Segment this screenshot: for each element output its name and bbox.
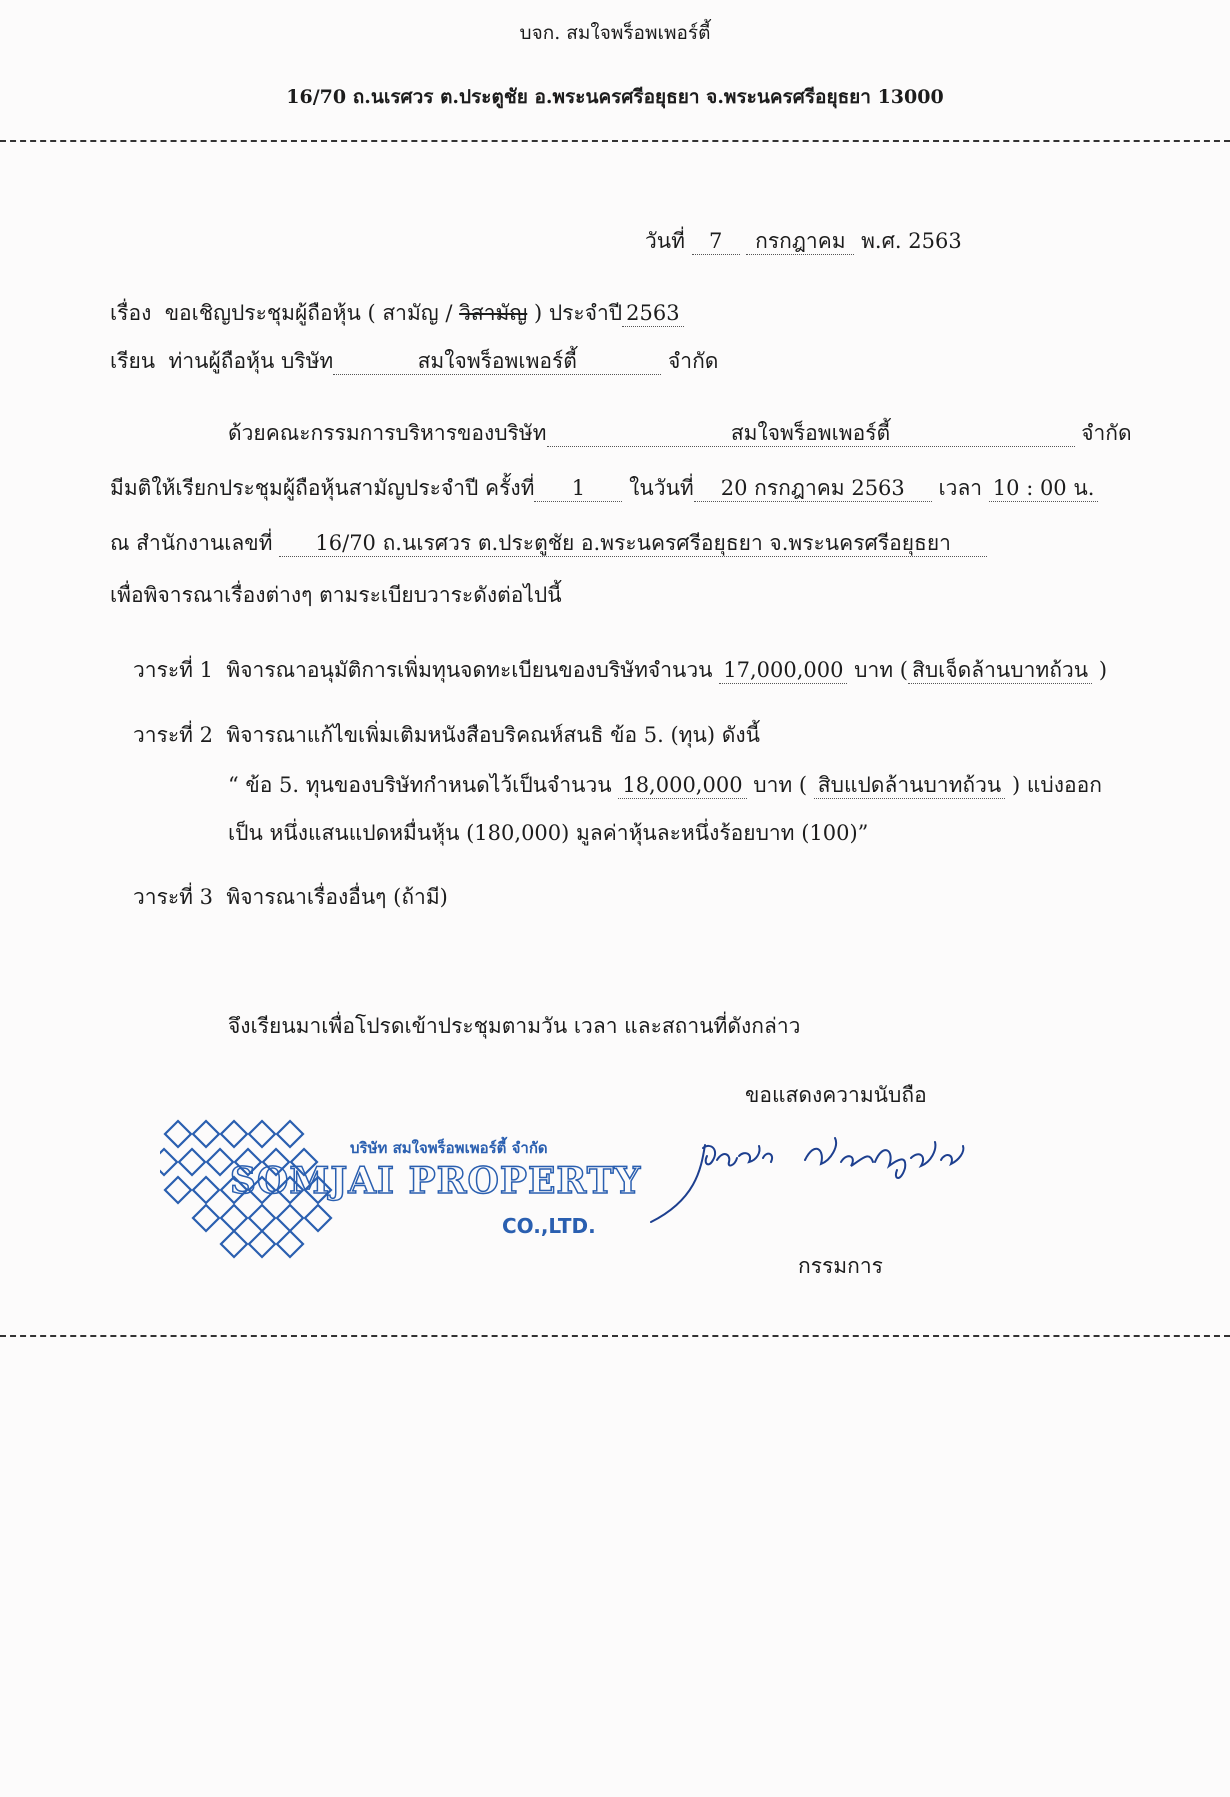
company-header: บจก. สมใจพร็อพเพอร์ตี้: [519, 22, 711, 44]
stamp-company-th: บริษัท สมใจพร็อพเพอร์ตี้ จำกัด: [350, 1139, 548, 1157]
agenda-item-2: [133, 722, 760, 748]
body-company: สมใจพร็อพเพอร์ตี้: [547, 420, 1075, 447]
date-year: 2563: [908, 229, 962, 253]
stamp-diamond-shape: [221, 1205, 247, 1231]
meeting-time: 10 : 00 น.: [989, 475, 1099, 502]
date-label: วันที่: [645, 229, 685, 253]
stamp-diamond-shape: [221, 1231, 247, 1257]
stamp-diamond-shape: [193, 1177, 219, 1203]
meeting-number: 1: [534, 475, 622, 502]
signer-title: กรรมการ: [798, 1254, 883, 1278]
agenda-1-label: วาระที่ 1: [133, 658, 214, 682]
stamp-diamond-shape: [165, 1177, 191, 1203]
company-stamp: [160, 1110, 642, 1260]
stamp-diamond-shape: [160, 1149, 177, 1175]
meeting-time-label: เวลา: [938, 476, 983, 500]
stamp-diamond-shape: [193, 1121, 219, 1147]
stamp-name-en: SOMJAI PROPERTY: [230, 1160, 642, 1202]
stamp-suffix-en: CO.,LTD.: [502, 1214, 596, 1238]
body-line-4: เพื่อพิจารณาเรื่องต่างๆ ตามระเบียบวาระดังต่อไปนี้: [110, 583, 562, 607]
stamp-diamond-shape: [179, 1149, 205, 1175]
agenda-item-1: [133, 657, 1107, 684]
agenda-1-text: พิจารณาอนุมัติการเพิ่มทุนจดทะเบียนของบริษัทจำนวน: [226, 658, 713, 682]
stamp-diamond-shape: [277, 1231, 303, 1257]
agenda-2-words: สิบแปดล้านบาทถ้วน: [814, 772, 1006, 799]
salutation-text: ท่านผู้ถือหุ้น บริษัท: [168, 349, 334, 373]
agenda-2-quote-line-1: [228, 772, 1102, 799]
subject-text-after: ) ประจำปี: [533, 301, 623, 325]
salutation-company: สมใจพร็อพเพอร์ตี้: [333, 348, 661, 375]
stamp-diamond-shape: [165, 1121, 191, 1147]
agenda-2-quote-suffix: ) แบ่งออก: [1011, 773, 1102, 797]
stamp-diamond-shape: [277, 1121, 303, 1147]
agenda-1-amount: 17,000,000: [719, 657, 847, 684]
subject-struck-option: วิสามัญ: [459, 301, 528, 325]
body-line1-prefix: ด้วยคณะกรรมการบริหารของบริษัท: [228, 421, 547, 445]
closing-regards: ขอแสดงความนับถือ: [745, 1083, 927, 1107]
agenda-1-baht: บาท (: [854, 658, 908, 682]
agenda-3-text: พิจารณาเรื่องอื่นๆ (ถ้ามี): [226, 885, 448, 909]
stamp-diamond-shape: [277, 1205, 303, 1231]
salutation-line: [110, 348, 718, 375]
bottom-divider: [0, 1335, 1230, 1337]
closing-invite: จึงเรียนมาเพื่อโปรดเข้าประชุมตามวัน เวลา และสถานที่ดังกล่าว: [228, 1014, 801, 1038]
date-era-label: พ.ศ.: [861, 229, 902, 253]
agenda-2-amount: 18,000,000: [618, 772, 746, 799]
agenda-2-quote-line-2: เป็น หนึ่งแสนแปดหมื่นหุ้น (180,000) มูลค่าหุ้นละหนึ่งร้อยบาท (100)”: [228, 821, 869, 845]
stamp-diamond-shape: [305, 1205, 331, 1231]
stamp-diamond-shape: [249, 1121, 275, 1147]
date-day: 7: [692, 228, 740, 255]
body-line1-suffix: จำกัด: [1081, 421, 1132, 445]
agenda-1-close: ): [1098, 658, 1108, 682]
subject-label: เรื่อง: [110, 301, 152, 325]
meeting-date-label: ในวันที่: [629, 476, 694, 500]
subject-text: ขอเชิญประชุมผู้ถือหุ้น ( สามัญ /: [164, 301, 453, 325]
signature: [645, 1120, 1005, 1230]
agenda-2-label: วาระที่ 2: [133, 723, 214, 747]
agenda-item-3: [133, 884, 448, 910]
body-line-1: [228, 420, 1132, 447]
venue-address: 16/70 ถ.นเรศวร ต.ประตูชัย อ.พระนครศรีอยุธยา จ.พระนครศรีอยุธยา: [279, 530, 987, 557]
stamp-diamond-shape: [193, 1205, 219, 1231]
stamp-diamond-shape: [249, 1205, 275, 1231]
subject-line: [110, 300, 684, 327]
agenda-2-quote-prefix: “ ข้อ 5. ทุนของบริษัทกำหนดไว้เป็นจำนวน: [228, 773, 612, 797]
stamp-diamond-shape: [249, 1231, 275, 1257]
body-line-3: [110, 530, 987, 557]
agenda-2-text: พิจารณาแก้ไขเพิ่มเติมหนังสือบริคณห์สนธิ ข้อ 5. (ทุน) ดังนี้: [226, 723, 760, 747]
venue-label: ณ สำนักงานเลขที่: [110, 531, 273, 555]
agenda-3-label: วาระที่ 3: [133, 885, 214, 909]
date-line: [645, 228, 962, 255]
subject-year: 2563: [622, 300, 683, 327]
body-line-2: [110, 475, 1098, 502]
date-month: กรกฎาคม: [746, 228, 854, 255]
company-address: 16/70 ถ.นเรศวร ต.ประตูชัย อ.พระนครศรีอยุธยา จ.พระนครศรีอยุธยา 13000: [286, 86, 944, 108]
top-divider: [0, 140, 1230, 142]
agenda-2-baht: บาท (: [753, 773, 808, 797]
salutation-label: เรียน: [110, 349, 156, 373]
agenda-1-words: สิบเจ็ดล้านบาทถ้วน: [908, 657, 1092, 684]
meeting-date: 20 กรกฎาคม 2563: [694, 475, 932, 502]
stamp-diamond-shape: [221, 1121, 247, 1147]
salutation-suffix: จำกัด: [667, 349, 719, 373]
body-line2-prefix: มีมติให้เรียกประชุมผู้ถือหุ้นสามัญประจำปี ครั้งที่: [110, 476, 535, 500]
